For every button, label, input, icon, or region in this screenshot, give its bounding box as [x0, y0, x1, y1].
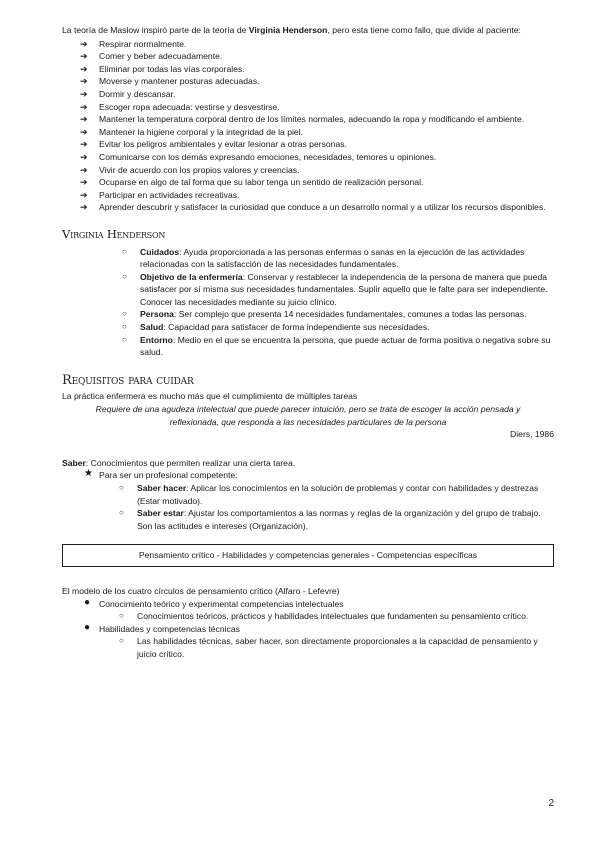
needs-list [62, 38, 554, 214]
intro-text-1: La teoría de Maslow inspiró parte de la teoría de [62, 25, 249, 35]
circle-bullet-icon: ○ [122, 322, 127, 332]
need-item [80, 176, 554, 189]
need-text: Eliminar por todas las vías corporales. [99, 63, 245, 74]
citation: Diers, 1986 [510, 429, 554, 440]
competence-list [62, 469, 554, 532]
quote: Requiere de una agudeza intelectual que puede parecer intuición, pero se trata de escoger la acción pensada y reflexionada, que responda a las necesidades particulares de la persona [95, 404, 521, 427]
need-text: Mantener la higiene corporal y la integridad de la piel. [99, 126, 303, 137]
star-icon: ★ [84, 468, 93, 480]
concept-text: : Ayuda proporcionada a las personas enfermas o sanas en la ejecución de las actividades relacionadas con la satisfacción de las necesidades fundamentales. [140, 246, 525, 270]
need-text: Comer y beber adecuadamente. [99, 51, 223, 62]
intro-paragraph [62, 24, 554, 37]
model-item-label: Habilidades y competencias técnicas [99, 623, 240, 634]
need-text: Escoger ropa adecuada: vestirse y desvestirse. [99, 101, 280, 112]
model-sublist [99, 610, 554, 623]
star-item-text: Para ser un profesional competente: [99, 470, 238, 481]
arrow-icon: ➔ [80, 63, 88, 74]
competence-term: Saber hacer [137, 483, 187, 493]
arrow-icon: ➔ [80, 126, 88, 137]
concept-term: Cuidados [140, 246, 180, 257]
need-text: Vivir de acuerdo con los propios valores y creencias. [99, 164, 300, 175]
need-item [80, 88, 554, 101]
circle-bullet-icon: ○ [122, 246, 127, 256]
need-item [80, 151, 554, 164]
circle-bullet-icon: ○ [119, 611, 124, 621]
concept-text: : Capacidad para satisfacer de forma independiente sus necesidades. [163, 322, 430, 333]
concept-term: Entorno [140, 334, 173, 345]
section-heading-requisitos: Requisitos para cuidar [62, 372, 194, 388]
arrow-icon: ➔ [80, 177, 88, 188]
arrow-icon: ➔ [80, 76, 88, 87]
circle-bullet-icon: ○ [119, 636, 124, 646]
concept-text: : Conservar y restablecer la independencia de la persona de manera que pueda satisfacer por sí misma sus necesidades fundamentales. Suplir aquello que le falte para ser independiente. Conocer las necesidades mediante su juicio clínico. [140, 271, 548, 307]
competence-sublist [99, 482, 554, 532]
model-intro: El modelo de los cuatro círculos de pensamiento crítico (Alfaro - Lefevre) [62, 585, 340, 596]
circle-bullet-icon: ○ [119, 483, 124, 492]
concept-text: : Ser complejo que presenta 14 necesidades fundamentales, comunes a todas las personas. [173, 309, 527, 320]
intro-text-2: , pero esta tiene como fallo, que divide al paciente: [327, 25, 521, 35]
need-item [80, 75, 554, 88]
need-text: Moverse y mantener posturas adecuadas. [99, 76, 260, 87]
summary-box: Pensamiento crítico - Habilidades y competencias generales - Competencias específicas [62, 544, 554, 567]
need-text: Dormir y descansar. [99, 88, 176, 99]
need-item [80, 101, 554, 114]
disc-bullet-icon: ● [84, 621, 91, 633]
model-item-label: Conocimiento teórico y experimental competencias intelectuales [99, 598, 344, 609]
arrow-icon: ➔ [80, 114, 88, 125]
arrow-icon: ➔ [80, 88, 88, 99]
concepts-list [62, 246, 554, 359]
model-subitem [119, 610, 554, 623]
competence-text: : Ajustar los comportamientos a las normas y reglas de la organización y del grupo de trabajo. Son las actitudes e intereses (Organización). [137, 508, 541, 531]
model-sublist [99, 635, 554, 660]
model-subitem [119, 635, 554, 660]
competence-item [119, 507, 554, 532]
need-text: Respirar normalmente. [99, 38, 187, 49]
concept-item [122, 334, 554, 359]
need-item [80, 189, 554, 202]
section-heading-virginia-henderson: Virginia Henderson [62, 226, 166, 241]
arrow-icon: ➔ [80, 189, 88, 200]
saber-text: : Conocimientos que permiten realizar una cierta tarea. [85, 457, 296, 468]
need-item [80, 50, 554, 63]
concept-item [122, 321, 554, 334]
need-item [80, 63, 554, 76]
concept-item [122, 271, 554, 309]
saber-term: Saber [62, 457, 86, 468]
competence-term: Saber estar [137, 508, 184, 519]
arrow-icon: ➔ [80, 164, 88, 175]
need-text: Participar en actividades recreativas. [99, 189, 240, 200]
arrow-icon: ➔ [80, 51, 88, 62]
arrow-icon: ➔ [80, 151, 88, 162]
circle-bullet-icon: ○ [122, 309, 127, 319]
arrow-icon: ➔ [80, 38, 88, 49]
need-text: Mantener la temperatura corporal dentro de los límites normales, adecuando la ropa y modificando el ambiente. [99, 114, 525, 125]
model-item [84, 623, 554, 661]
intro-name: Virginia Henderson [248, 25, 328, 35]
competence-text: : Aplicar los conocimientos en la solución de problemas y contar con habilidades y destrezas (Estar motivado). [137, 483, 539, 506]
need-item [80, 201, 554, 214]
document-page [62, 24, 554, 661]
concept-term: Persona [140, 309, 174, 320]
need-item [80, 38, 554, 51]
need-item [80, 138, 554, 151]
circle-bullet-icon: ○ [122, 334, 127, 344]
model-item [84, 598, 554, 623]
disc-bullet-icon: ● [84, 596, 91, 608]
arrow-icon: ➔ [80, 202, 88, 213]
model-list [62, 598, 554, 661]
concept-term: Salud [140, 322, 164, 333]
need-item [80, 164, 554, 177]
concept-item [122, 308, 554, 321]
circle-bullet-icon: ○ [119, 508, 124, 518]
need-text: Aprender descubrir y satisfacer la curiosidad que conduce a un desarrollo normal y a utilizar los recursos disponibles. [99, 202, 546, 213]
arrow-icon: ➔ [80, 101, 88, 112]
practice-line: La práctica enfermera es mucho más que el cumplimiento de múltiples tareas [62, 391, 358, 402]
concept-term: Objetivo de la enfermería [140, 271, 243, 282]
star-item [84, 469, 554, 532]
model-subitem-text: Las habilidades técnicas, saber hacer, son directamente proporcionales a la capacidad de pensamiento y juicio crítico. [137, 636, 538, 659]
need-item [80, 113, 554, 126]
need-item [80, 126, 554, 139]
concept-text: : Medio en el que se encuentra la persona, que puede actuar de forma positiva o negativa sobre su salud. [140, 334, 551, 358]
arrow-icon: ➔ [80, 139, 88, 150]
competence-item [119, 482, 554, 507]
concept-item [122, 246, 554, 271]
need-text: Comunicarse con los demás expresando emociones, necesidades, temores u opiniones. [99, 151, 437, 162]
circle-bullet-icon: ○ [122, 271, 127, 281]
model-subitem-text: Conocimientos teóricos, prácticos y habilidades intelectuales que fundamenten su pensamiento crítico. [137, 611, 529, 622]
page-number: 2 [548, 798, 554, 809]
saber-definition [62, 457, 554, 470]
need-text: Ocuparse en algo de tal forma que su labor tenga un sentido de realización personal. [99, 177, 424, 188]
need-text: Evitar los peligros ambientales y evitar lesionar a otras personas. [99, 139, 347, 150]
